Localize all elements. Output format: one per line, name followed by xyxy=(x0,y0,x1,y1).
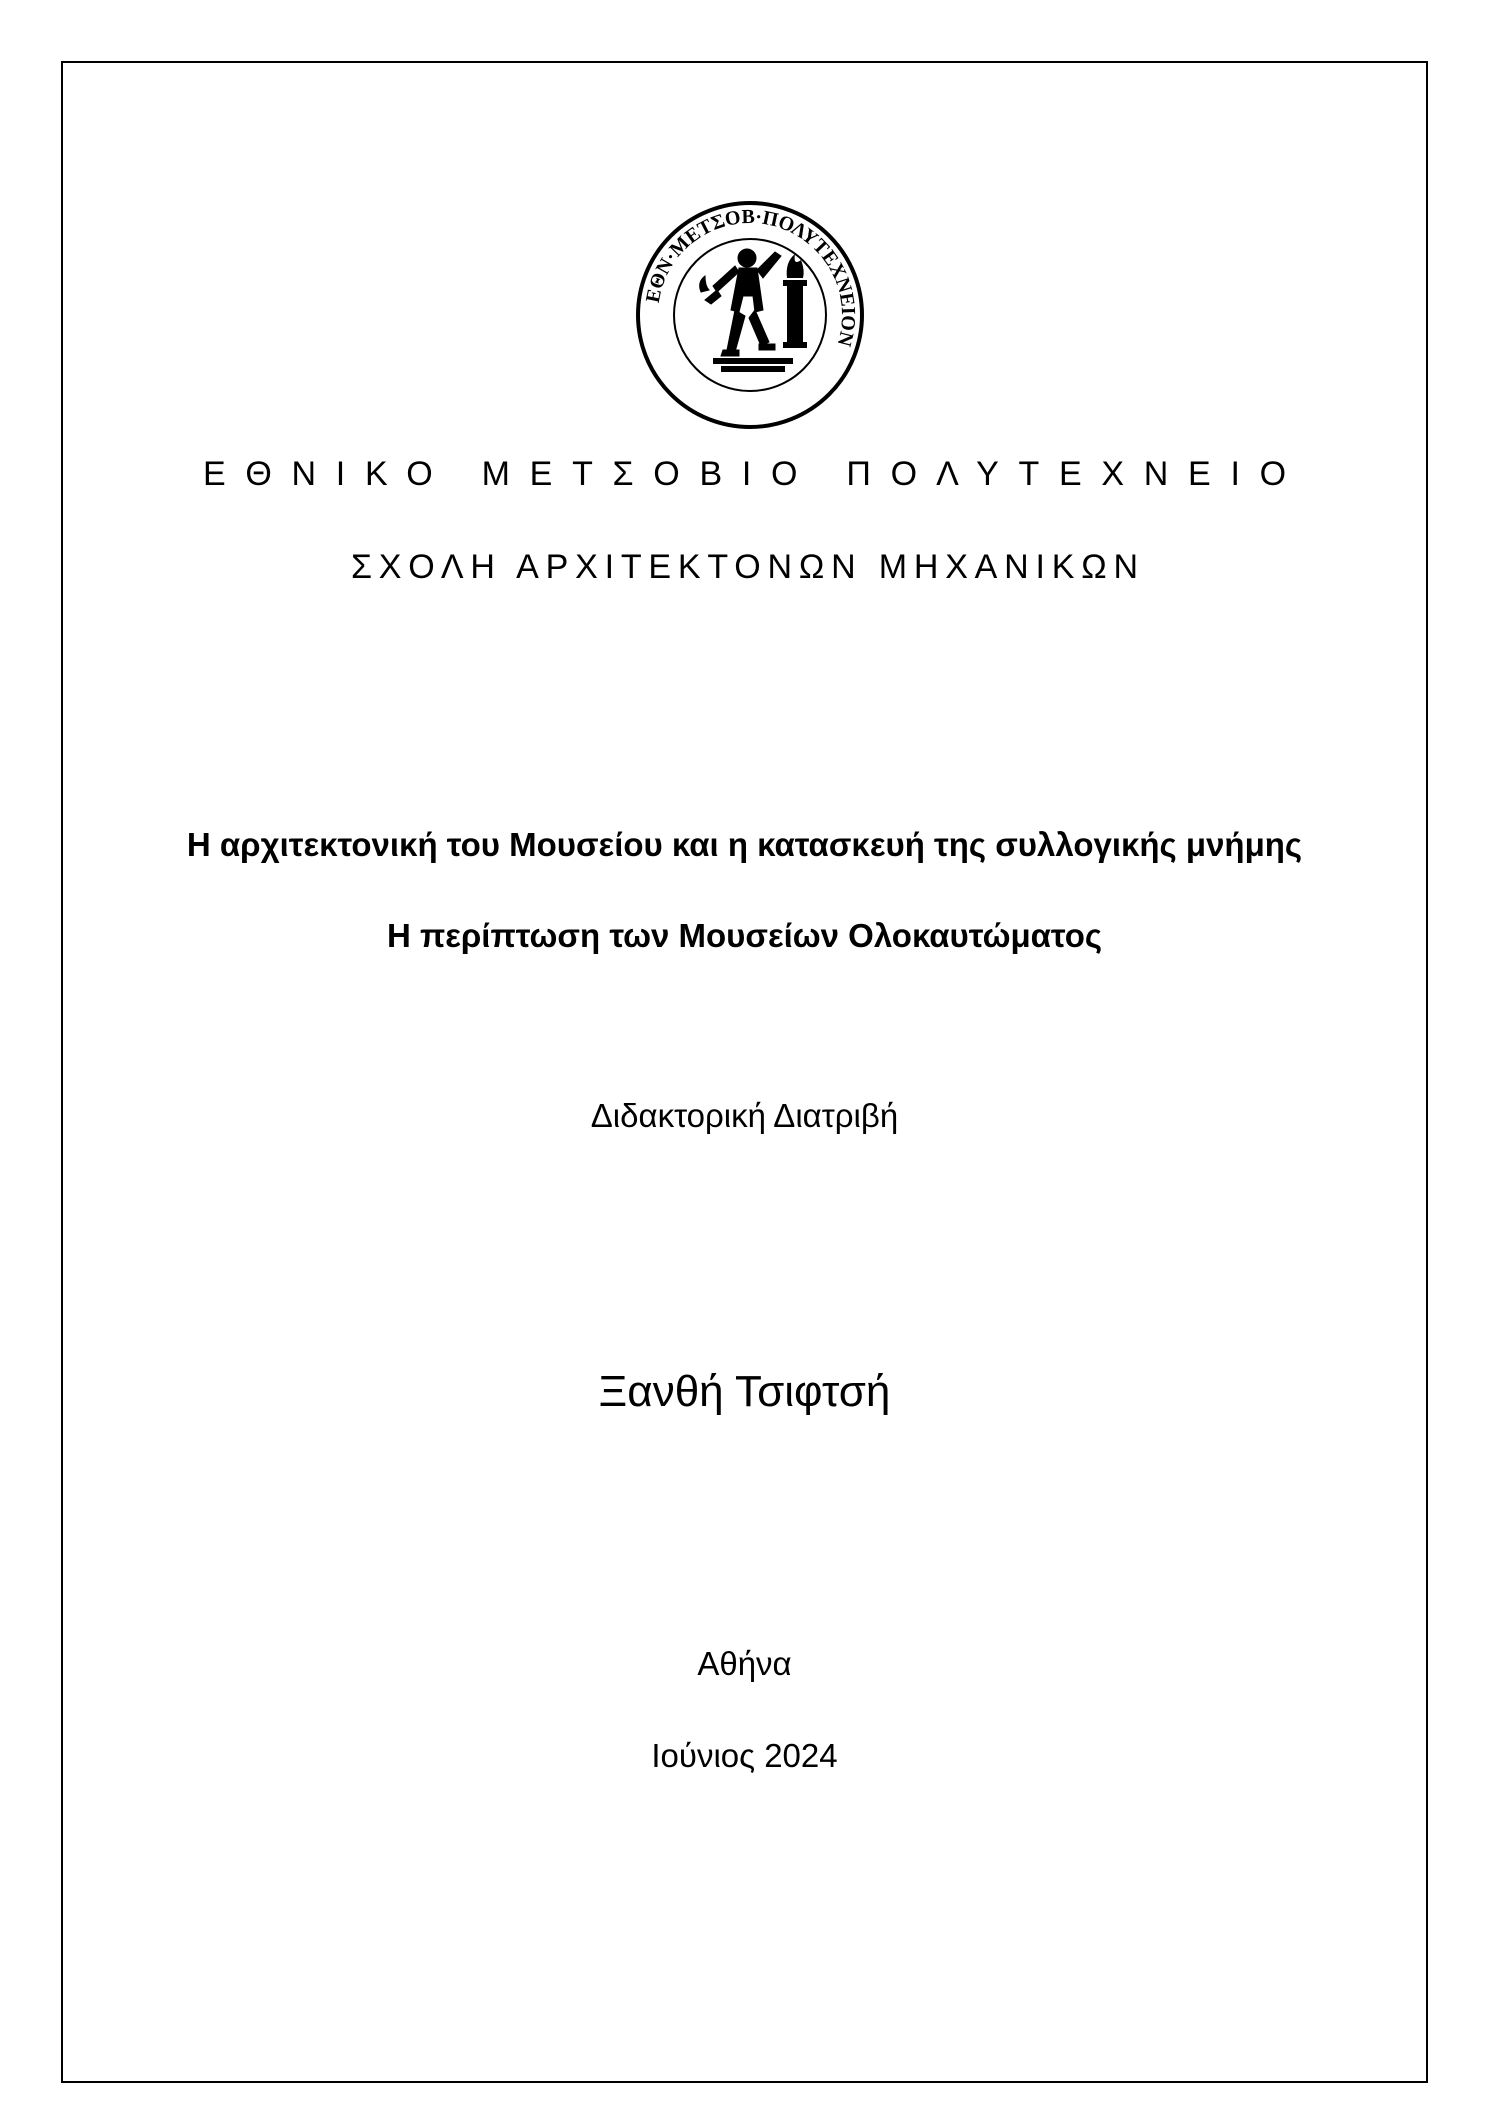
author-name: Ξανθή Τσιφτσή xyxy=(598,1367,891,1416)
publication-date: Ιούνιος 2024 xyxy=(651,1737,838,1774)
university-name: ΕΘΝΙΚΟ ΜΕΤΣΟΒΙΟ ΠΟΛΥΤΕΧΝΕΙΟ xyxy=(202,455,1306,493)
thesis-title: Η αρχιτεκτονική του Μουσείου και η κατασκευή της συλλογικής μνήμης xyxy=(186,826,1303,863)
school-name: ΣΧΟΛΗ ΑΡΧΙΤΕΚΤΟΝΩΝ ΜΗΧΑΝΙΚΩΝ xyxy=(350,548,1145,586)
seal-ring-text: ΕΘΝ·ΜΕΤΣΟΒ·ΠΟΛΥΤΕΧΝΕΙΟΝ xyxy=(641,205,860,349)
city: Αθήνα xyxy=(697,1645,792,1682)
thesis-subtitle: Η περίπτωση των Μουσείων Ολοκαυτώματος xyxy=(386,917,1103,954)
document-type: Διδακτορική Διατριβή xyxy=(590,1097,899,1134)
university-seal-icon xyxy=(635,200,865,430)
